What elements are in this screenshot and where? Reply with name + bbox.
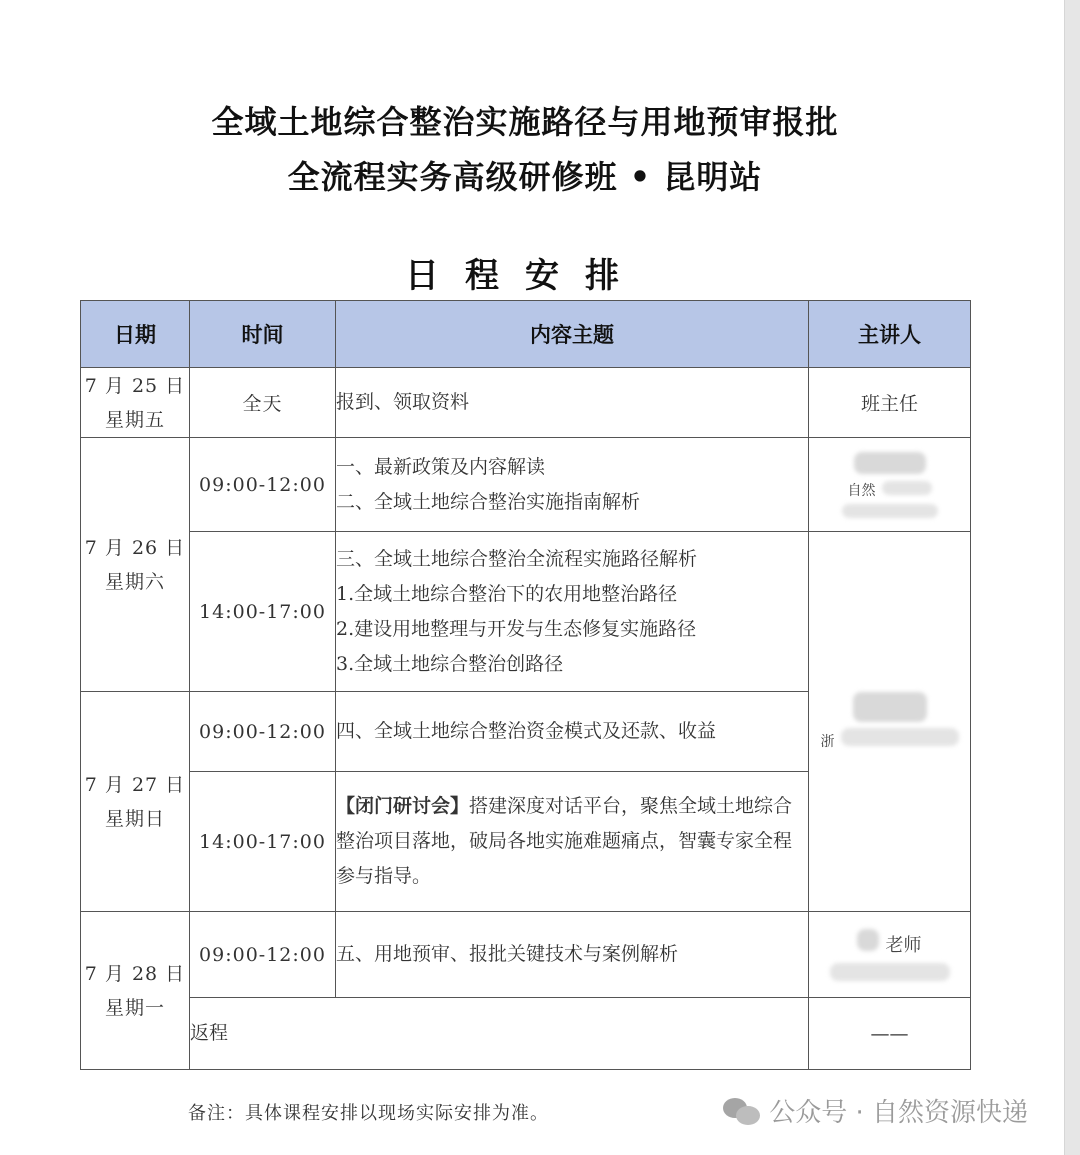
speaker-fragment: 自然 [847,482,876,499]
schedule-title: 日程安排 [405,256,645,296]
redaction-blur [853,692,927,722]
table-row [81,438,971,532]
topic-line: 一、最新政策及内容解读 [336,455,546,478]
header-speaker: 主讲人 [809,301,971,368]
table-row [81,998,971,1070]
speaker-cell-redacted [809,532,971,912]
date-text: 7 月 28 日 [84,962,186,985]
header-topic: 内容主题 [336,301,809,368]
date-text: 7 月 26 日 [84,536,186,559]
redaction-blur [841,728,959,746]
dash-placeholder: —— [870,1022,909,1045]
topic-line: 二、全域土地综合整治实施指南解析 [336,490,641,513]
date-cell [81,438,190,692]
weekday-text: 星期六 [104,570,165,593]
redaction-blur [830,963,950,981]
date-cell [81,368,190,438]
time-cell: 09:00-12:00 [190,438,336,532]
weekday-text: 星期一 [104,996,165,1019]
topic-text: 搭建深度对话平台，聚焦全域土地综合整治项目落地，破局各地实施难题痛点，智囊专家全程参与指导。 [336,795,793,887]
title-line-1: 全域土地综合整治实施路径与用地预审报批 [211,103,839,141]
topic-cell: 五、用地预审、报批关键技术与案例解析 [336,912,809,998]
table-row [81,368,971,438]
topic-cell: 报到、领取资料 [336,368,809,438]
time-cell: 09:00-12:00 [190,912,336,998]
topic-line: 2.建设用地整理与开发与生态修复实施路径 [336,617,697,640]
date-cell [81,912,190,1070]
topic-cell: 四、全域土地综合整治资金模式及还款、收益 [336,692,809,772]
speaker-cell-redacted [809,438,971,532]
topic-line: 1.全域土地综合整治下的农用地整治路径 [336,582,678,605]
weekday-text: 星期五 [104,408,165,431]
time-cell: 全天 [190,368,336,438]
topic-line: 三、全域土地综合整治全流程实施路径解析 [336,547,698,570]
schedule-table [80,300,971,1070]
page-edge [1064,0,1080,1155]
speaker-cell [809,998,971,1070]
topic-line: 3.全域土地综合整治创路径 [336,652,564,675]
title-line-2: 全流程实务高级研修班 • 昆明站 [287,158,763,196]
speaker-cell: 班主任 [809,368,971,438]
weekday-text: 星期日 [104,807,165,830]
date-cell [81,692,190,912]
footnote: 备注：具体课程安排以现场实际安排为准。 [188,1103,549,1124]
watermark-text: 公众号 · 自然资源快递 [769,1098,1028,1128]
redaction-blur [842,504,938,518]
table-header-row [81,301,971,368]
table-row [81,532,971,692]
watermark [723,1092,1028,1129]
topic-cell [336,772,809,912]
redaction-blur [882,481,932,495]
speaker-fragment: 老师 [885,934,922,956]
time-cell: 09:00-12:00 [190,692,336,772]
date-text: 7 月 27 日 [84,773,186,796]
table-row [81,912,971,998]
return-cell: 返程 [190,998,809,1070]
speaker-fragment: 浙 [820,734,835,750]
time-cell: 14:00-17:00 [190,532,336,692]
wechat-icon [723,1096,761,1126]
topic-cell [336,532,809,692]
header-time: 时间 [190,301,336,368]
date-text: 7 月 25 日 [84,374,186,397]
topic-bold-label: 【闭门研讨会】 [336,795,470,817]
redaction-blur [857,929,879,951]
header-date: 日期 [81,301,190,368]
time-cell: 14:00-17:00 [190,772,336,912]
speaker-cell-redacted [809,912,971,998]
redaction-blur [854,452,926,474]
topic-cell [336,438,809,532]
